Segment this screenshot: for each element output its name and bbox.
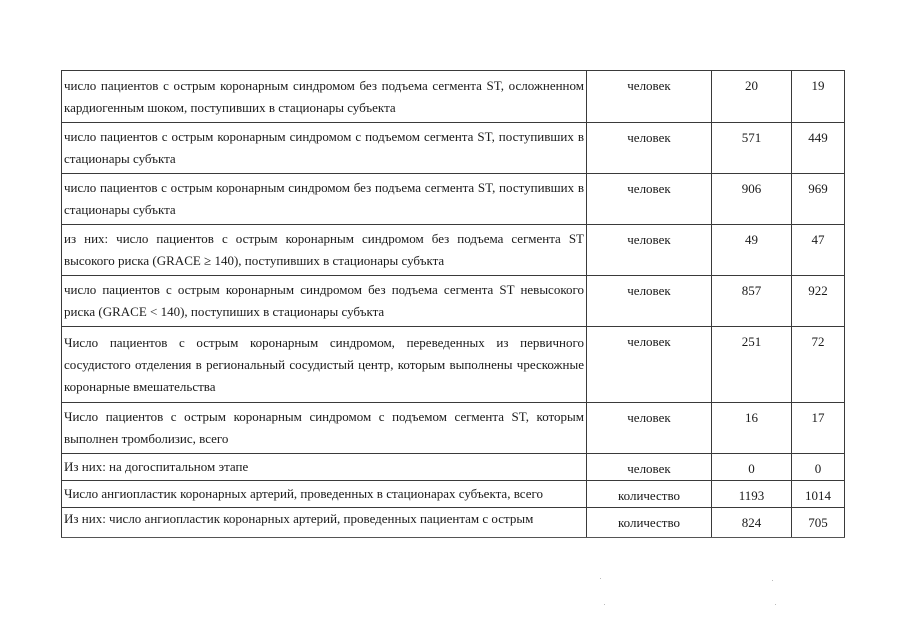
row-value-1: 1193 xyxy=(712,481,792,508)
table-row xyxy=(62,123,845,174)
row-description: Число ангиопластик коронарных артерий, проведенных в стационарах субъекта, всего xyxy=(62,481,587,508)
scan-speck xyxy=(604,604,605,605)
statistics-table xyxy=(61,70,845,538)
row-description: из них: число пациентов с острым коронарным синдромом без подъема сегмента ST высокого риска (GRACE ≥ 140), поступивших в стационары субъкта xyxy=(62,225,587,276)
row-unit: человек xyxy=(587,123,712,174)
row-unit: количество xyxy=(587,481,712,508)
table-row xyxy=(62,481,845,508)
row-unit: количество xyxy=(587,508,712,538)
row-value-1: 251 xyxy=(712,327,792,403)
table-row xyxy=(62,174,845,225)
row-unit: человек xyxy=(587,454,712,481)
row-value-1: 906 xyxy=(712,174,792,225)
row-value-2: 17 xyxy=(792,403,845,454)
row-description: число пациентов с острым коронарным синдромом без подъема сегмента ST невысокого риска (GRACE < 140), поступиших в стационары субъкта xyxy=(62,276,587,327)
table-row xyxy=(62,276,845,327)
row-unit: человек xyxy=(587,174,712,225)
row-description: Число пациентов с острым коронарным синдромом с подъемом сегмента ST, которым выполнен тромболизис, всего xyxy=(62,403,587,454)
row-value-2: 922 xyxy=(792,276,845,327)
row-description: Число пациентов с острым коронарным синдромом, переведенных из первичного сосудистого отделения в региональный сосудистый центр, которым выполнены чрескожные коронарные вмешательства xyxy=(62,327,587,403)
table-row xyxy=(62,508,845,538)
scan-speck xyxy=(600,578,601,579)
row-unit: человек xyxy=(587,71,712,123)
row-unit: человек xyxy=(587,225,712,276)
table-row xyxy=(62,327,845,403)
row-value-2: 705 xyxy=(792,508,845,538)
row-value-1: 571 xyxy=(712,123,792,174)
row-value-1: 824 xyxy=(712,508,792,538)
row-value-1: 857 xyxy=(712,276,792,327)
row-unit: человек xyxy=(587,276,712,327)
row-description: число пациентов с острым коронарным синдромом без подъема сегмента ST, осложненном кардиогенным шоком, поступивших в стационары субъекта xyxy=(62,71,587,123)
row-description: число пациентов с острым коронарным синдромом с подъемом сегмента ST, поступивших в стационары субъкта xyxy=(62,123,587,174)
row-value-1: 16 xyxy=(712,403,792,454)
row-value-2: 19 xyxy=(792,71,845,123)
scan-speck xyxy=(775,604,776,605)
row-description: число пациентов с острым коронарным синдромом без подъема сегмента ST, поступивших в стационары субъкта xyxy=(62,174,587,225)
row-value-1: 20 xyxy=(712,71,792,123)
row-value-2: 449 xyxy=(792,123,845,174)
row-value-1: 0 xyxy=(712,454,792,481)
table-row xyxy=(62,403,845,454)
scan-speck xyxy=(772,580,773,581)
row-unit: человек xyxy=(587,403,712,454)
table-row xyxy=(62,454,845,481)
row-value-1: 49 xyxy=(712,225,792,276)
table-row xyxy=(62,225,845,276)
row-value-2: 969 xyxy=(792,174,845,225)
table-row xyxy=(62,71,845,123)
row-description: Из них: на догоспитальном этапе xyxy=(62,454,587,481)
row-value-2: 47 xyxy=(792,225,845,276)
row-description: Из них: число ангиопластик коронарных артерий, проведенных пациентам с острым xyxy=(62,508,587,538)
row-value-2: 0 xyxy=(792,454,845,481)
row-unit: человек xyxy=(587,327,712,403)
row-value-2: 72 xyxy=(792,327,845,403)
row-value-2: 1014 xyxy=(792,481,845,508)
